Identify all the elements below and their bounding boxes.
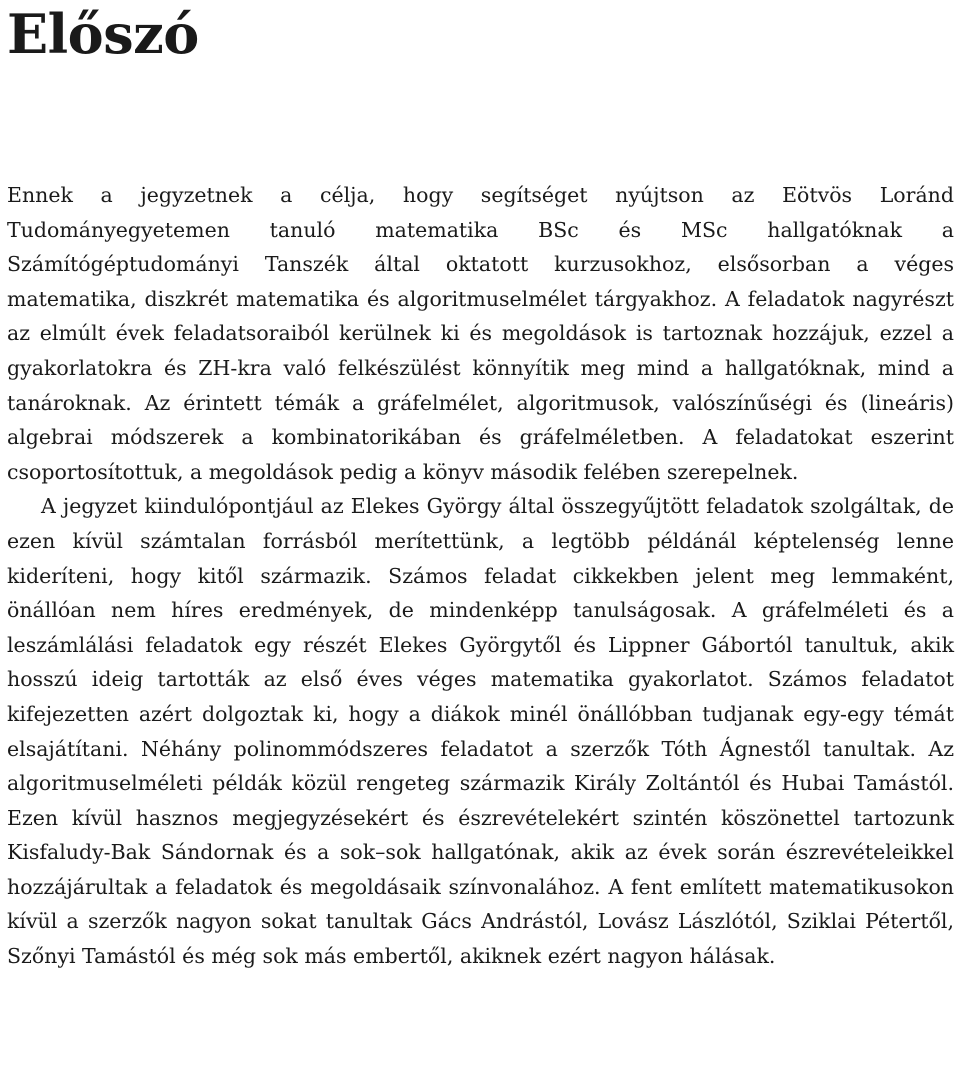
paragraph-1: Ennek a jegyzetnek a célja, hogy segítséget nyújtson az Eötvös Loránd Tudományegyetemen tanuló matematika BSc és MSc hallgatóknak a Számítógéptudományi Tanszék által oktatott kurzusokhoz, elsősorban a véges matematika, diszkrét matematika és algoritmuselmélet tárgyakhoz. A feladatok nagyrészt az elmúlt évek feladatsoraiból kerülnek ki és megoldások is tartoznak hozzájuk, ezzel a gyakorlatokra és ZH-kra való felkészülést könnyítik meg mind a hallgatóknak, mind a tanároknak. Az érintett témák a gráfelmélet, algoritmusok, valószínűségi és (lineáris) algebrai módszerek a kombinatorikában és gráfelméletben. A feladatokat eszerint csoportosítottuk, a megoldások pedig a könyv második felében szerepelnek. (7, 183, 954, 484)
document-page (7, 0, 954, 969)
paragraph-2: A jegyzet kiindulópontjául az Elekes György által összegyűjtött feladatok szolgáltak, de ezen kívül számtalan forrásból merítettünk, a legtöbb példánál képtelenség lenne kideríteni, hogy kitől származik. Számos feladat cikkekben jelent meg lemmaként, önállóan nem híres eredmények, de mindenképp tanulságosak. A gráfelméleti és a leszámlálási feladatok egy részét Elekes Györgytől és Lippner Gábortól tanultuk, akik hosszú ideig tartották az első éves véges matematika gyakorlatot. Számos feladatot kifejezetten azért dolgoztak ki, hogy a diákok minél önállóbban tudjanak egy-egy témát elsajátítani. Néhány polinommódszeres feladatot a szerzők Tóth Ágnestől tanultak. Az algoritmuselméleti példák közül rengeteg származik Király Zoltántól és Hubai Tamástól. Ezen kívül hasznos megjegyzésekért és észrevételekért szintén köszönettel tartozunk Kisfaludy-Bak Sándornak és a sok–sok hallgatónak, akik az évek során észrevételeikkel hozzájárultak a feladatok és megoldásaik színvonalához. A fent említett matematikusokon kívül a szerzők nagyon sokat tanultak Gács Andrástól, Lovász Lászlótól, Sziklai Pétertől, Szőnyi Tamástól és még sok más embertől, akiknek ezért nagyon hálásak. (7, 494, 954, 969)
body-text (7, 178, 954, 974)
chapter-title: Előszó (7, 2, 199, 66)
